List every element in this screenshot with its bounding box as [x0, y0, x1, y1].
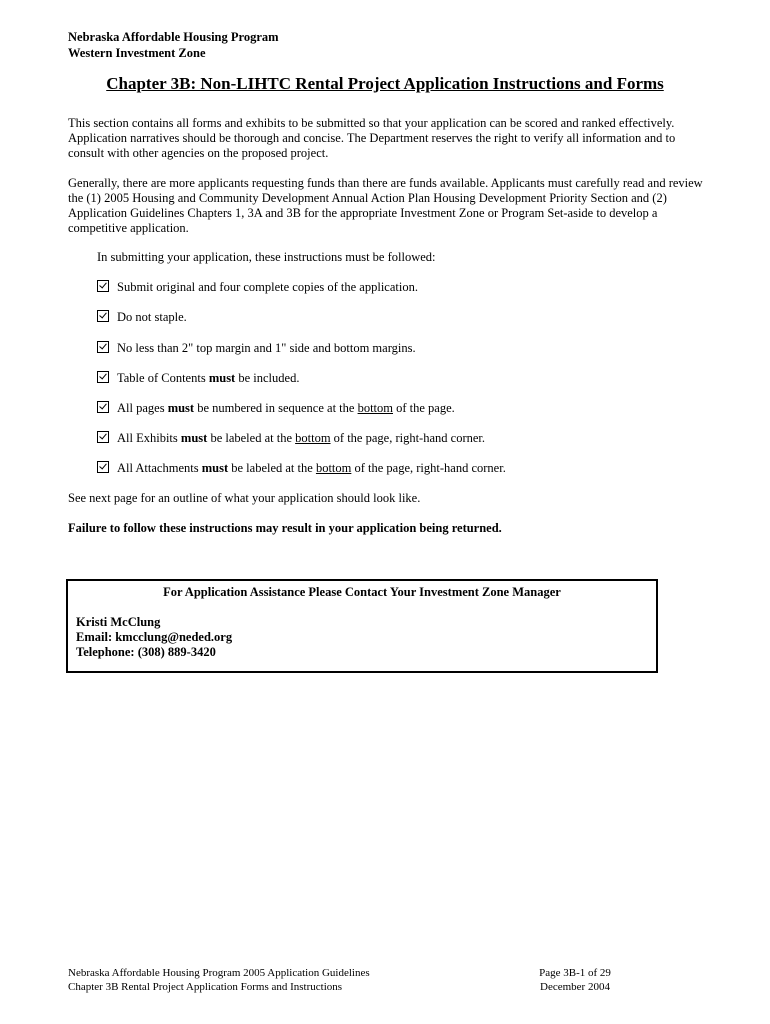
- contact-name: Kristi McClung: [76, 615, 161, 629]
- footer-left: [68, 966, 370, 994]
- page-title: Chapter 3B: Non-LIHTC Rental Project Application Instructions and Forms: [106, 74, 664, 93]
- checkbox-checked-icon: [97, 461, 109, 473]
- checklist-item: Do not staple.: [97, 310, 187, 325]
- intro-paragraph: This section contains all forms and exhibits to be submitted so that your application can be scored and ranked effectively. Application narratives should be thorough and concise. The Department reserves the right to verify all information and to consult with other agencies on the proposed project.: [68, 116, 676, 160]
- checkbox-checked-icon: [97, 371, 109, 383]
- next-page-note: See next page for an outline of what your application should look like.: [68, 491, 421, 505]
- failure-warning: Failure to follow these instructions may result in your application being returned.: [68, 521, 502, 535]
- funding-paragraph: Generally, there are more applicants requesting funds than there are funds available. Applicants must carefully read and review the (1) 2005 Housing and Community Development Annual Action Plan Housing Development Priority Section and (2) Application Guidelines Chapters 1, 3A and 3B for the appropriate Investment Zone or Program Set-aside to develop a competitive application.: [68, 176, 703, 235]
- program-name: Nebraska Affordable Housing Program: [68, 30, 279, 44]
- footer-date: December 2004: [540, 981, 610, 993]
- checklist-item: Table of Contents must be included.: [97, 371, 299, 386]
- document-header: [68, 29, 279, 61]
- checkbox-checked-icon: [97, 280, 109, 292]
- checkbox-checked-icon: [97, 431, 109, 443]
- contact-box: [66, 579, 658, 673]
- checklist-item: Submit original and four complete copies of the application.: [97, 280, 418, 295]
- instructions-intro: In submitting your application, these instructions must be followed:: [97, 250, 436, 264]
- checklist-item: All pages must be numbered in sequence at the bottom of the page.: [97, 401, 455, 416]
- checkbox-checked-icon: [97, 401, 109, 413]
- contact-email: Email: kmcclung@neded.org: [76, 630, 233, 644]
- footer-guidelines: Nebraska Affordable Housing Program 2005 Application Guidelines: [68, 967, 370, 979]
- checklist-item: All Attachments must be labeled at the bottom of the page, right-hand corner.: [97, 461, 506, 476]
- contact-box-heading: For Application Assistance Please Contact Your Investment Zone Manager: [163, 585, 561, 599]
- checklist-item: All Exhibits must be labeled at the bottom of the page, right-hand corner.: [97, 431, 485, 446]
- checkbox-checked-icon: [97, 341, 109, 353]
- zone-name: Western Investment Zone: [68, 46, 206, 60]
- contact-telephone: Telephone: (308) 889-3420: [76, 645, 216, 659]
- checklist-item: No less than 2" top margin and 1" side and bottom margins.: [97, 341, 416, 356]
- checkbox-checked-icon: [97, 310, 109, 322]
- page-number: Page 3B-1 of 29: [539, 967, 611, 979]
- footer-chapter: Chapter 3B Rental Project Application Forms and Instructions: [68, 981, 343, 993]
- footer-right: [520, 966, 630, 994]
